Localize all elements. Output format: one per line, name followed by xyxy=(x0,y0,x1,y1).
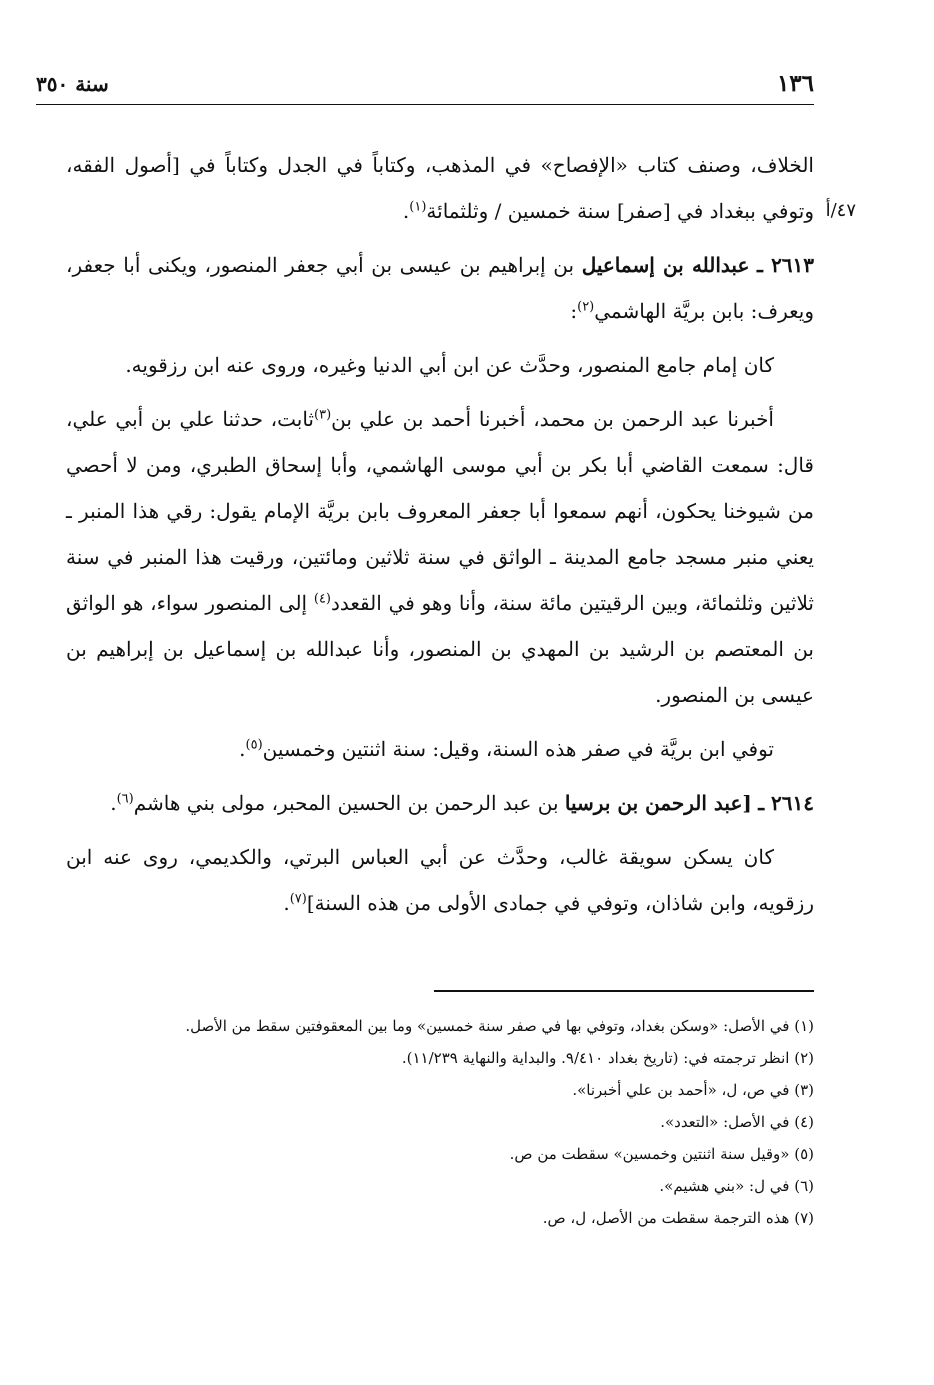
footnote-ref: (٢) xyxy=(577,299,595,315)
footnote-4: (٤) في الأصل: «التعدد». xyxy=(660,1113,814,1131)
punctuation: : xyxy=(570,299,578,323)
running-head: سنة ٣٥٠ xyxy=(36,72,109,96)
entry-name: عبدالله بن إسماعيل xyxy=(581,253,750,277)
footnote-2: (٢) انظر ترجمته في: (تاريخ بغداد ٩/٤١٠. والبداية والنهاية ١١/٢٣٩). xyxy=(401,1049,814,1067)
entry-name: [عبد الرحمن بن برسيا xyxy=(564,791,752,815)
page-number: ١٣٦ xyxy=(776,70,814,97)
footnotes xyxy=(66,1010,814,1234)
entry-text: بن إبراهيم بن عيسى بن أبي جعفر المنصور، ويكنى أبا جعفر، ويعرف: بابن بريَّة الهاشمي xyxy=(66,253,814,323)
punctuation: . xyxy=(283,891,290,915)
paragraph-text: توفي ابن بريَّة في صفر هذه السنة، وقيل: سنة اثنتين وخمسين xyxy=(262,737,774,761)
paragraph: كان إمام جامع المنصور، وحدَّث عن ابن أبي الدنيا وغيره، وروى عنه ابن رزقويه. xyxy=(125,353,774,377)
footnote-7: (٧) هذه الترجمة سقطت من الأصل، ل، ص. xyxy=(542,1209,814,1227)
footnote-ref: (١) xyxy=(409,199,427,215)
footnote-ref: (٦) xyxy=(116,791,134,807)
paragraph-narration xyxy=(66,396,814,718)
punctuation: . xyxy=(402,199,410,223)
entry-number: ٢٦١٣ ـ xyxy=(757,253,815,277)
entry-2614 xyxy=(66,780,814,826)
footnote-1: (١) في الأصل: «وسكن بغداد، وتوفي بها في صفر سنة خمسين» وما بين المعقوفتين سقط من الأصل. xyxy=(185,1017,814,1035)
paragraph-death xyxy=(66,726,814,772)
paragraph-text: إلى المنصور سواء، هو الواثق بن المعتصم بن الرشيد بن المهدي بن المنصور، وأنا عبدالله بن إسماعيل بن إبراهيم بن عيسى بن المنصور. xyxy=(66,591,815,707)
paragraph xyxy=(66,834,814,926)
footnote-6: (٦) في ل: «بني هشيم». xyxy=(659,1177,814,1195)
paragraph-text: الخلاف، وصنف كتاب «الإفصاح» في المذهب، وكتاباً في الجدل وكتاباً في [أصول الفقه، وتوفي ببغداد في [صفر] سنة خمسين / وثلثمائة xyxy=(66,153,814,223)
entry-2613 xyxy=(66,242,814,334)
entry-number: ٢٦١٤ ـ xyxy=(758,791,814,815)
punctuation: . xyxy=(239,737,246,761)
paragraph-text: أخبرنا عبد الرحمن بن محمد، أخبرنا أحمد بن علي بن xyxy=(331,407,774,431)
paragraph-text: ثابت، حدثنا علي بن أبي علي، قال: سمعت القاضي أبا بكر بن أبي موسى الهاشمي، وأبا إسحاق الطبري، ومن لا أحصي من شيوخنا يحكون، أنهم سمعوا أبا جعفر المعروف بابن بريَّة الإمام يقول: رقي هذا المنبر ـ يعني منبر مسجد جامع المدينة ـ الواثق في سنة ثلاثين ومائتين، ورقيت هذا المنبر في سنة ثلاثين وثلثمائة، وبين الرقيتين مائة سنة، وأنا وهو في القعدد xyxy=(66,407,814,615)
page-header xyxy=(36,70,814,102)
paragraph-continuation xyxy=(66,142,856,234)
footnote-ref: (٥) xyxy=(245,737,263,753)
footnote-3: (٣) في ص، ل، «أحمد بن علي أخبرنا». xyxy=(572,1081,814,1099)
footnote-5: (٥) «وقيل سنة اثنتين وخمسين» سقطت من ص. xyxy=(509,1145,814,1163)
paragraph-text: كان يسكن سويقة غالب، وحدَّث عن أبي العباس البرتي، والكديمي، روى عنه ابن رزقويه، وابن شاذان، وتوفي في جمادى الأولى من هذه السنة] xyxy=(66,845,814,915)
footnote-ref: (٣) xyxy=(314,407,332,423)
entry-text: بن عبد الرحمن بن الحسين المحبر، مولى بني هاشم xyxy=(133,791,559,815)
footnote-ref: (٤) xyxy=(313,591,331,607)
punctuation: . xyxy=(110,791,117,815)
main-text xyxy=(66,142,856,934)
footnote-separator xyxy=(434,990,814,992)
header-rule xyxy=(36,104,814,105)
folio-marker: ٤٧/أ xyxy=(825,200,856,221)
footnote-ref: (٧) xyxy=(289,891,307,907)
